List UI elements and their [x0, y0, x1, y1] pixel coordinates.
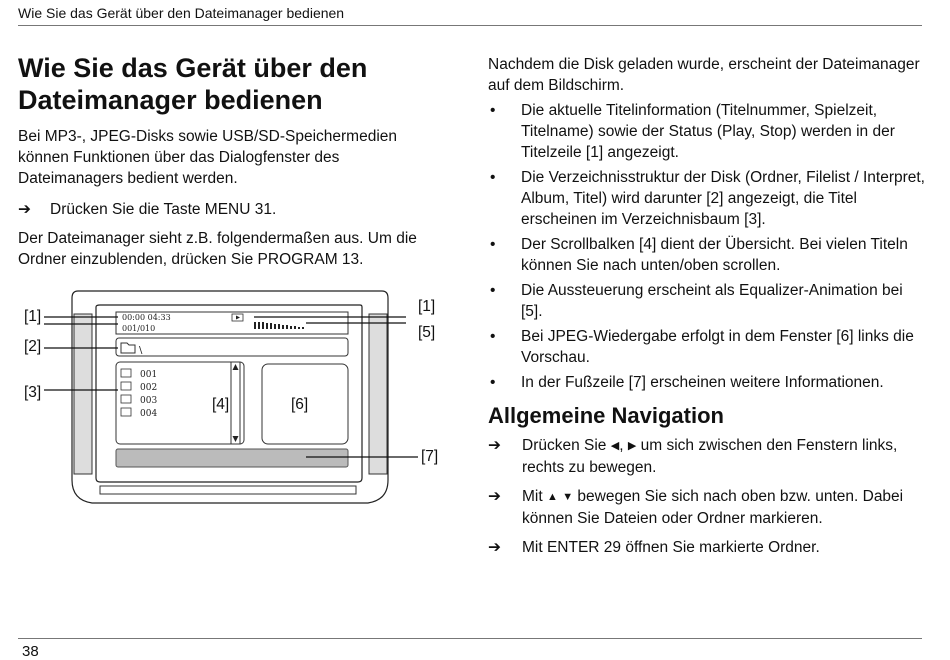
page-number: 38: [22, 643, 39, 660]
triangle-right-icon: ▶: [627, 440, 637, 452]
callout-3: [3]: [24, 384, 42, 401]
feature-list: [488, 100, 928, 393]
triangle-down-icon: ▼: [562, 491, 574, 503]
folder-icon: [121, 343, 135, 353]
nav-step-2: ➔ Mit ▲ ▼ bewegen Sie sich nach oben bzw. unten. Dabei können Sie Dateien oder Ordner markieren.: [488, 488, 904, 527]
folder-bar: [116, 338, 348, 356]
menu-step-text: Drücken Sie die Taste MENU 31.: [50, 201, 277, 218]
file-manager-diagram: [0, 0, 460, 530]
triangle-left-icon: ◀: [610, 440, 620, 452]
callout-7: [7]: [421, 448, 439, 465]
svg-text:001: 001: [140, 370, 158, 380]
callout-5: [5]: [418, 324, 436, 341]
footer-rule: [18, 638, 922, 639]
callout-1-left: [1]: [24, 308, 42, 325]
list-item: • Der Scrollbalken [4] dient der Übersicht. Bei vielen Titeln können Sie nach unten/oben scrollen.: [490, 236, 908, 274]
folder-path: \: [139, 345, 143, 356]
arrow-right-icon: ➔: [488, 437, 501, 454]
triangle-up-icon: ▲: [546, 491, 558, 503]
time-readout: 00:00 04:33: [122, 313, 171, 322]
track-readout: 001/010: [122, 324, 156, 333]
arrow-right-icon: ➔: [488, 488, 501, 505]
left-speaker: [74, 314, 92, 474]
example-paragraph: Der Dateimanager sieht z.B. folgendermaßen aus. Um die Ordner einzublenden, drücken Sie PROGRAM 13.: [18, 230, 417, 268]
right-column: [488, 54, 928, 566]
list-item: • Die aktuelle Titelinformation (Titelnummer, Spielzeit, Titelname) sowie der Status (Play, Stop) werden in der Titelzeile [1] angezeigt.: [490, 102, 895, 161]
svg-text:003: 003: [140, 396, 158, 406]
callout-4: [4]: [212, 396, 230, 413]
nav-step-1: ➔ Drücken Sie ◀, ▶ um sich zwischen den Fenstern links, rechts zu bewegen.: [488, 437, 898, 476]
section-title: Allgemeine Navigation: [488, 403, 724, 428]
tv-base: [100, 486, 356, 494]
running-header: Wie Sie das Gerät über den Dateimanager bedienen: [18, 5, 345, 21]
footer-bar: [116, 449, 348, 467]
list-item: • Bei JPEG-Wiedergabe erfolgt in dem Fenster [6] links die Vorschau.: [490, 328, 914, 366]
scrollbar: [231, 362, 240, 444]
callout-2: [2]: [24, 338, 42, 355]
nav-step-3: ➔ Mit ENTER 29 öffnen Sie markierte Ordner.: [488, 539, 820, 556]
right-speaker: [369, 314, 387, 474]
arrow-right-icon: ➔: [18, 201, 31, 218]
right-intro: Nachdem die Disk geladen wurde, erscheint der Dateimanager auf dem Bildschirm.: [488, 56, 920, 94]
list-item: • Die Verzeichnisstruktur der Disk (Ordner, Filelist / Interpret, Album, Titel) wird darunter [2] angezeigt, die Titel erscheinen im Verzeichnisbaum [3].: [490, 169, 925, 228]
callout-6: [6]: [291, 396, 309, 413]
arrow-right-icon: ➔: [488, 539, 501, 556]
list-item: • In der Fußzeile [7] erscheinen weitere Informationen.: [490, 374, 884, 391]
callout-1-right: [1]: [418, 298, 436, 315]
intro-paragraph: Bei MP3-, JPEG-Disks sowie USB/SD-Speichermedien können Funktionen über das Dialogfenster des Dateimanagers bedient werden.: [18, 128, 398, 187]
list-item: • Die Aussteuerung erscheint als Equalizer-Animation bei [5].: [490, 282, 903, 320]
svg-text:004: 004: [140, 409, 158, 419]
svg-text:002: 002: [140, 383, 158, 393]
page-title: Wie Sie das Gerät über den Dateimanager bedienen: [18, 53, 368, 115]
